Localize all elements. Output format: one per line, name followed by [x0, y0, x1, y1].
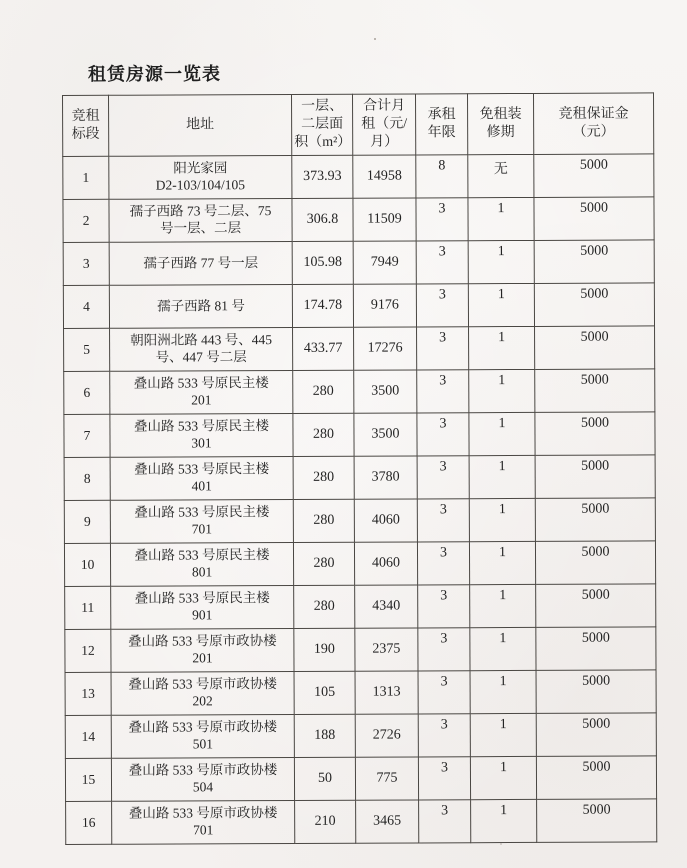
cell-deposit: 5000 — [536, 627, 656, 671]
col-header-free-period: 免租装 修期 — [467, 93, 533, 154]
table-row — [63, 154, 654, 200]
cell-free-period: 1 — [471, 799, 537, 842]
cell-address: 叠山路 533 号原民主楼 301 — [110, 413, 293, 457]
cell-deposit: 5000 — [535, 326, 655, 370]
cell-monthly-rent: 9176 — [353, 284, 416, 327]
cell-bid-section: 6 — [64, 371, 110, 414]
cell-monthly-rent: 775 — [355, 757, 418, 800]
cell-area: 280 — [293, 370, 354, 413]
cell-address: 阳光家园 D2-103/104/105 — [109, 155, 292, 199]
table-row — [63, 283, 654, 329]
cell-monthly-rent: 3465 — [356, 800, 419, 843]
cell-area: 174.78 — [292, 284, 353, 327]
cell-lease-years: 3 — [417, 542, 469, 585]
cell-lease-years: 8 — [416, 155, 468, 198]
cell-bid-section: 12 — [65, 629, 111, 672]
cell-area: 280 — [293, 456, 354, 499]
cell-deposit: 5000 — [537, 799, 657, 843]
cell-free-period: 1 — [469, 369, 535, 412]
cell-address: 叠山路 533 号原市政协楼 501 — [111, 714, 294, 758]
cell-area: 280 — [293, 413, 354, 456]
cell-lease-years: 3 — [416, 284, 468, 327]
cell-lease-years: 3 — [417, 327, 469, 370]
cell-area: 105 — [294, 671, 355, 714]
col-header-area: 一层、 二层面 积（m²） — [292, 94, 353, 155]
cell-deposit: 5000 — [536, 756, 656, 800]
cell-bid-section: 13 — [65, 672, 111, 715]
cell-free-period: 1 — [470, 670, 536, 713]
cell-lease-years: 3 — [419, 800, 471, 843]
table-row — [65, 627, 656, 673]
cell-bid-section: 4 — [63, 285, 109, 328]
cell-monthly-rent: 1313 — [355, 671, 418, 714]
cell-lease-years: 3 — [416, 241, 468, 284]
col-header-monthly-rent: 合计月 租（元/ 月） — [352, 94, 415, 155]
cell-area: 188 — [294, 714, 355, 757]
cell-lease-years: 3 — [417, 499, 469, 542]
table-row — [64, 541, 655, 587]
cell-lease-years: 3 — [418, 585, 470, 628]
table-row — [64, 455, 655, 501]
cell-deposit: 5000 — [534, 197, 654, 241]
col-header-bid-section: 竞租 标段 — [63, 95, 109, 156]
cell-free-period: 无 — [468, 154, 534, 197]
cell-bid-section: 2 — [63, 199, 109, 242]
cell-bid-section: 1 — [63, 156, 109, 199]
cell-free-period: 1 — [468, 283, 534, 326]
cell-address: 叠山路 533 号原市政协楼 701 — [112, 800, 295, 844]
cell-lease-years: 3 — [417, 413, 469, 456]
cell-deposit: 5000 — [534, 240, 654, 284]
cell-monthly-rent: 3500 — [354, 370, 417, 413]
cell-monthly-rent: 3500 — [354, 413, 417, 456]
scan-speck — [500, 843, 502, 845]
cell-area: 280 — [293, 499, 354, 542]
table-row — [65, 756, 656, 802]
col-header-deposit: 竞租保证金 （元） — [533, 93, 653, 155]
cell-deposit: 5000 — [534, 154, 654, 198]
col-header-address: 地址 — [109, 94, 292, 156]
col-header-lease-years: 承租 年限 — [415, 94, 467, 155]
cell-area: 306.8 — [292, 198, 353, 241]
cell-lease-years: 3 — [418, 714, 470, 757]
cell-address: 叠山路 533 号原市政协楼 202 — [111, 671, 294, 715]
cell-deposit: 5000 — [535, 455, 655, 499]
cell-monthly-rent: 17276 — [354, 327, 417, 370]
cell-area: 433.77 — [293, 327, 354, 370]
cell-address: 孺子西路 81 号 — [109, 284, 292, 328]
cell-free-period: 1 — [470, 756, 536, 799]
cell-bid-section: 11 — [65, 586, 111, 629]
cell-free-period: 1 — [469, 326, 535, 369]
table-row — [64, 412, 655, 458]
cell-address: 叠山路 533 号原民主楼 201 — [110, 370, 293, 414]
cell-monthly-rent: 7949 — [353, 241, 416, 284]
cell-bid-section: 5 — [64, 328, 110, 371]
cell-lease-years: 3 — [418, 757, 470, 800]
table-row — [65, 670, 656, 716]
cell-monthly-rent: 4060 — [354, 499, 417, 542]
cell-free-period: 1 — [468, 197, 534, 240]
cell-area: 50 — [294, 757, 355, 800]
cell-area: 280 — [293, 542, 354, 585]
header-row — [63, 93, 654, 157]
page-title: 租赁房源一览表 — [87, 63, 222, 85]
cell-lease-years: 3 — [418, 671, 470, 714]
cell-address: 孺子西路 73 号二层、75 号一层、二层 — [109, 198, 292, 242]
cell-bid-section: 15 — [65, 758, 111, 801]
cell-bid-section: 10 — [64, 543, 110, 586]
cell-deposit: 5000 — [535, 498, 655, 542]
cell-deposit: 5000 — [535, 541, 655, 585]
cell-area: 210 — [295, 800, 356, 843]
cell-lease-years: 3 — [417, 370, 469, 413]
cell-address: 叠山路 533 号原市政协楼 504 — [111, 757, 294, 801]
table-row — [64, 326, 655, 372]
scan-speck — [374, 38, 376, 40]
cell-deposit: 5000 — [536, 670, 656, 714]
cell-bid-section: 14 — [65, 715, 111, 758]
cell-monthly-rent: 3780 — [354, 456, 417, 499]
cell-deposit: 5000 — [535, 412, 655, 456]
cell-area: 105.98 — [292, 241, 353, 284]
cell-address: 叠山路 533 号原民主楼 701 — [110, 499, 293, 543]
cell-monthly-rent: 2726 — [355, 714, 418, 757]
cell-monthly-rent: 2375 — [355, 628, 418, 671]
rental-listing-table — [62, 92, 657, 845]
cell-deposit: 5000 — [536, 584, 656, 628]
cell-address: 孺子西路 77 号一层 — [109, 241, 292, 285]
cell-lease-years: 3 — [418, 628, 470, 671]
cell-free-period: 1 — [470, 584, 536, 627]
cell-bid-section: 9 — [64, 500, 110, 543]
cell-area: 190 — [294, 628, 355, 671]
cell-monthly-rent: 4340 — [355, 585, 418, 628]
cell-address: 叠山路 533 号原民主楼 401 — [110, 456, 293, 500]
cell-area: 280 — [294, 585, 355, 628]
table-row — [64, 369, 655, 415]
cell-free-period: 1 — [469, 412, 535, 455]
cell-bid-section: 8 — [64, 457, 110, 500]
cell-bid-section: 3 — [63, 242, 109, 285]
cell-free-period: 1 — [470, 713, 536, 756]
table-row — [63, 197, 654, 243]
cell-monthly-rent: 14958 — [353, 155, 416, 198]
cell-bid-section: 7 — [64, 414, 110, 457]
cell-address: 朝阳洲北路 443 号、445 号、447 号二层 — [110, 327, 293, 371]
cell-lease-years: 3 — [417, 456, 469, 499]
cell-free-period: 1 — [469, 541, 535, 584]
cell-free-period: 1 — [469, 455, 535, 498]
cell-monthly-rent: 4060 — [354, 542, 417, 585]
cell-free-period: 1 — [468, 240, 534, 283]
cell-deposit: 5000 — [536, 713, 656, 757]
cell-bid-section: 16 — [66, 801, 112, 844]
table-row — [66, 799, 657, 845]
cell-lease-years: 3 — [416, 198, 468, 241]
cell-free-period: 1 — [469, 498, 535, 541]
cell-deposit: 5000 — [534, 283, 654, 327]
cell-address: 叠山路 533 号原民主楼 801 — [110, 542, 293, 586]
table-row — [65, 584, 656, 630]
cell-area: 373.93 — [292, 155, 353, 198]
table-row — [63, 240, 654, 286]
table-row — [64, 498, 655, 544]
cell-monthly-rent: 11509 — [353, 198, 416, 241]
cell-address: 叠山路 533 号原民主楼 901 — [111, 585, 294, 629]
cell-address: 叠山路 533 号原市政协楼 201 — [111, 628, 294, 672]
cell-free-period: 1 — [470, 627, 536, 670]
cell-deposit: 5000 — [535, 369, 655, 413]
table-row — [65, 713, 656, 759]
